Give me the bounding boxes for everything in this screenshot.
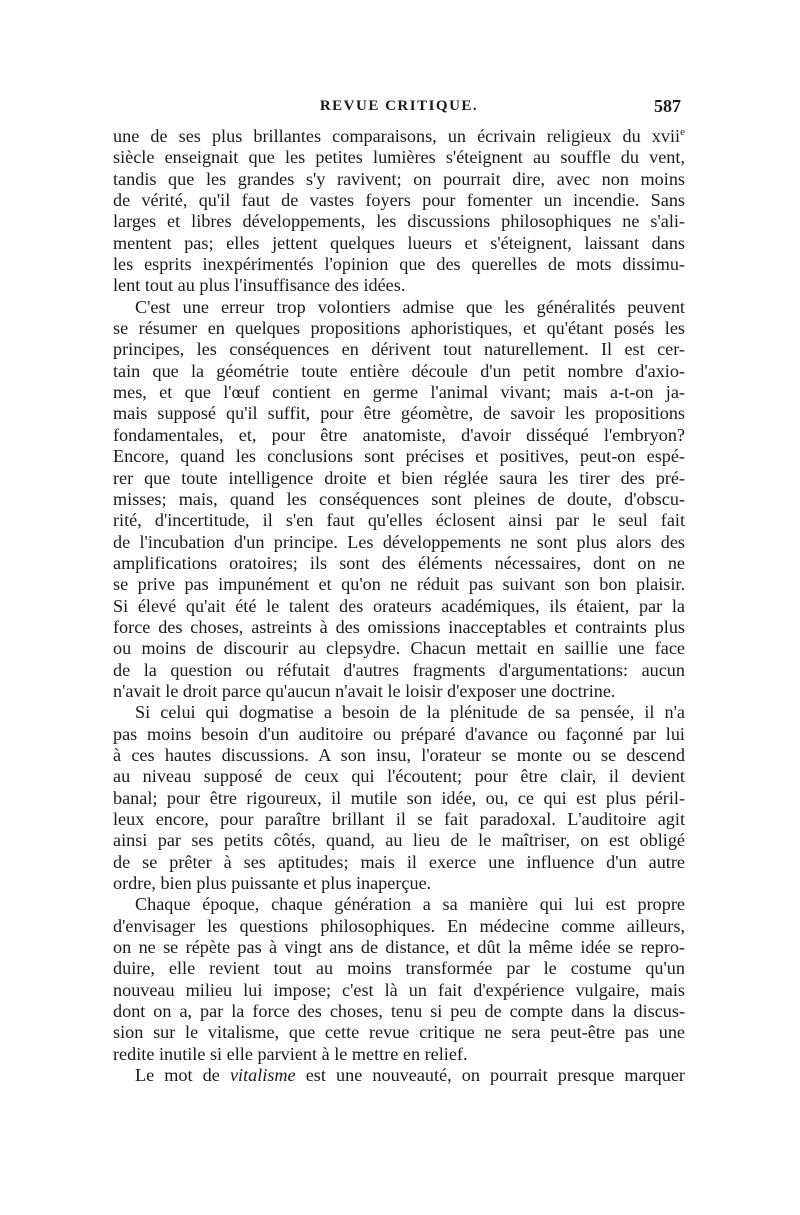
text-line-content: au niveau supposé de ceux qui l'écoutent; pour être clair, il devient [113,766,685,787]
text-line [113,766,685,787]
text-line-content: C'est une erreur trop volontiers admise que les généralités peuvent [135,296,685,317]
text-line-content: tain que la géométrie toute entière découle d'un petit nombre d'axio- [113,360,685,381]
text-line [113,489,685,510]
text-line-content: n'avait le droit parce qu'aucun n'avait le loisir d'exposer une doctrine. [113,680,616,701]
text-line [113,254,685,275]
text-line [113,425,685,446]
text-line-content: mais supposé qu'il suffit, pour être géomètre, de savoir les propositions [113,403,685,424]
text-line [113,211,685,232]
text-line-content: tandis que les grandes s'y ravivent; on pourrait dire, avec non moins [113,168,685,189]
text-line [113,190,685,211]
text-line [113,403,685,424]
text-line-content: Encore, quand les conclusions sont précises et positives, peut-on espé- [113,446,685,467]
text-line-content: rité, d'incertitude, il s'en faut qu'elles éclosent ainsi par le seul fait [113,510,685,531]
text-line-content: larges et libres développements, les discussions philosophiques ne s'ali- [113,211,685,232]
text-line [113,1044,685,1065]
text-line [113,318,685,339]
italic-term: vitalisme [229,1065,296,1086]
text-line [113,660,685,681]
text-line-content: de se prêter à ses aptitudes; mais il exerce une influence d'un autre [113,851,685,872]
text-line [113,958,685,979]
text-line-content: ou moins de discourir au clepsydre. Chacun mettait en saillie une face [113,638,685,659]
text-line [113,617,685,638]
text-line-content: ainsi par ses petits côtés, quand, au lieu de le maîtriser, on est obligé [113,830,685,851]
text-line-content: pas moins besoin d'un auditoire ou préparé d'avance ou façonné par lui [113,723,685,744]
text-line-content: Si celui qui dogmatise a besoin de la plénitude de sa pensée, il n'a [135,702,685,723]
text-line-content: duire, elle revient tout au moins transformée par le costume qu'un [113,958,685,979]
text-line [113,147,685,168]
text-line [113,361,685,382]
running-head [113,96,685,120]
text-line [113,1065,685,1086]
text-line-content: ordre, bien plus puissante et plus inaperçue. [113,873,432,894]
text-line [113,788,685,809]
text-line [113,532,685,553]
text-line-content: misses; mais, quand les conséquences sont pleines de doute, d'obscu- [113,488,685,509]
text-line-content: on ne se répète pas à vingt ans de distance, et dût la même idée se repro- [113,937,685,958]
text-line [113,916,685,937]
text-line [113,1022,685,1043]
superscript: e [680,125,685,138]
text-line [113,468,685,489]
text-line-content: une de ses plus brillantes comparaisons, un écrivain religieux du xvii [113,126,681,146]
text-line [113,702,685,723]
text-line [113,638,685,659]
running-title: REVUE CRITIQUE. [319,98,479,114]
page-number: 587 [654,96,681,116]
text-line-content: dont on a, par la force des choses, tenu si peu de compte dans la discus- [113,1001,685,1022]
text-line-content: nouveau milieu lui impose; c'est là un fait d'expérience vulgaire, mais [113,979,685,1000]
text-line-content: redite inutile si elle parvient à le mettre en relief. [113,1043,468,1064]
text-line-content: de la question ou réfutait d'autres fragments d'argumentations: aucun [113,659,685,680]
text-line [113,233,685,254]
text-line [113,126,685,147]
text-line [113,510,685,531]
text-line [113,1001,685,1022]
text-line [113,830,685,851]
text-line-content: les esprits inexpérimentés l'opinion que des querelles de mots dissimu- [113,254,685,275]
text-line [113,596,685,617]
text-line-content: est une nouveauté, on pourrait presque marquer [295,1065,685,1086]
text-line-content: se résumer en quelques propositions aphoristiques, et qu'étant posés les [113,318,685,339]
text-line [113,852,685,873]
text-line-content: banal; pour être rigoureux, il mutile son idée, ou, ce qui est plus péril- [113,787,685,808]
text-line [113,724,685,745]
text-line [113,980,685,1001]
text-line-content: siècle enseignait que les petites lumières s'éteignent au souffle du vent, [113,147,685,168]
text-line [113,873,685,894]
text-line-content: de vérité, qu'il faut de vastes foyers pour fomenter un incendie. Sans [113,190,685,211]
text-line-content: force des choses, astreints à des omissions inacceptables et contraints plus [113,616,685,637]
text-line [113,169,685,190]
text-line-content: leux encore, pour paraître brillant il se fait paradoxal. L'auditoire agit [113,809,685,829]
text-line-content: principes, les conséquences en dérivent tout naturellement. Il est cer- [113,339,685,360]
text-line-content: mentent pas; elles jettent quelques lueurs et s'éteignent, laissant dans [113,232,685,253]
text-line-lead: Le mot de [135,1065,230,1086]
text-line [113,681,685,702]
text-line-content: de l'incubation d'un principe. Les développements ne sont plus alors des [113,531,685,552]
text-line-content: fondamentales, et, pour être anatomiste, d'avoir disséqué l'embryon? [113,424,685,445]
text-line-content: mes, et que l'œuf contient en germe l'animal vivant; mais a-t-on ja- [113,382,685,403]
text-line [113,553,685,574]
text-line-content: rer que toute intelligence droite et bien réglée saura les tirer des pré- [113,467,685,488]
text-line-content: se prive pas impunément et qu'on ne réduit pas suivant son bon plaisir. [113,574,685,595]
text-line [113,275,685,296]
text-line [113,382,685,403]
text-line-content: amplifications oratoires; ils sont des éléments nécessaires, dont on ne [113,552,685,573]
text-line-content: Chaque époque, chaque génération a sa manière qui lui est propre [135,894,685,915]
text-line [113,446,685,467]
body-text [113,126,685,1086]
text-line [113,745,685,766]
text-line [113,339,685,360]
text-line [113,894,685,915]
text-line-content: lent tout au plus l'insuffisance des idées. [113,275,406,296]
text-line-content: sion sur le vitalisme, que cette revue critique ne sera peut-être pas une [113,1022,685,1043]
text-line [113,809,685,830]
text-line-content: Si élevé qu'ait été le talent des orateurs académiques, ils étaient, par la [113,595,685,616]
text-line [113,937,685,958]
text-line [113,574,685,595]
text-line [113,297,685,318]
text-line-content: d'envisager les questions philosophiques. En médecine comme ailleurs, [113,915,685,936]
text-line-content: à ces hautes discussions. A son insu, l'orateur se monte ou se descend [113,744,685,765]
